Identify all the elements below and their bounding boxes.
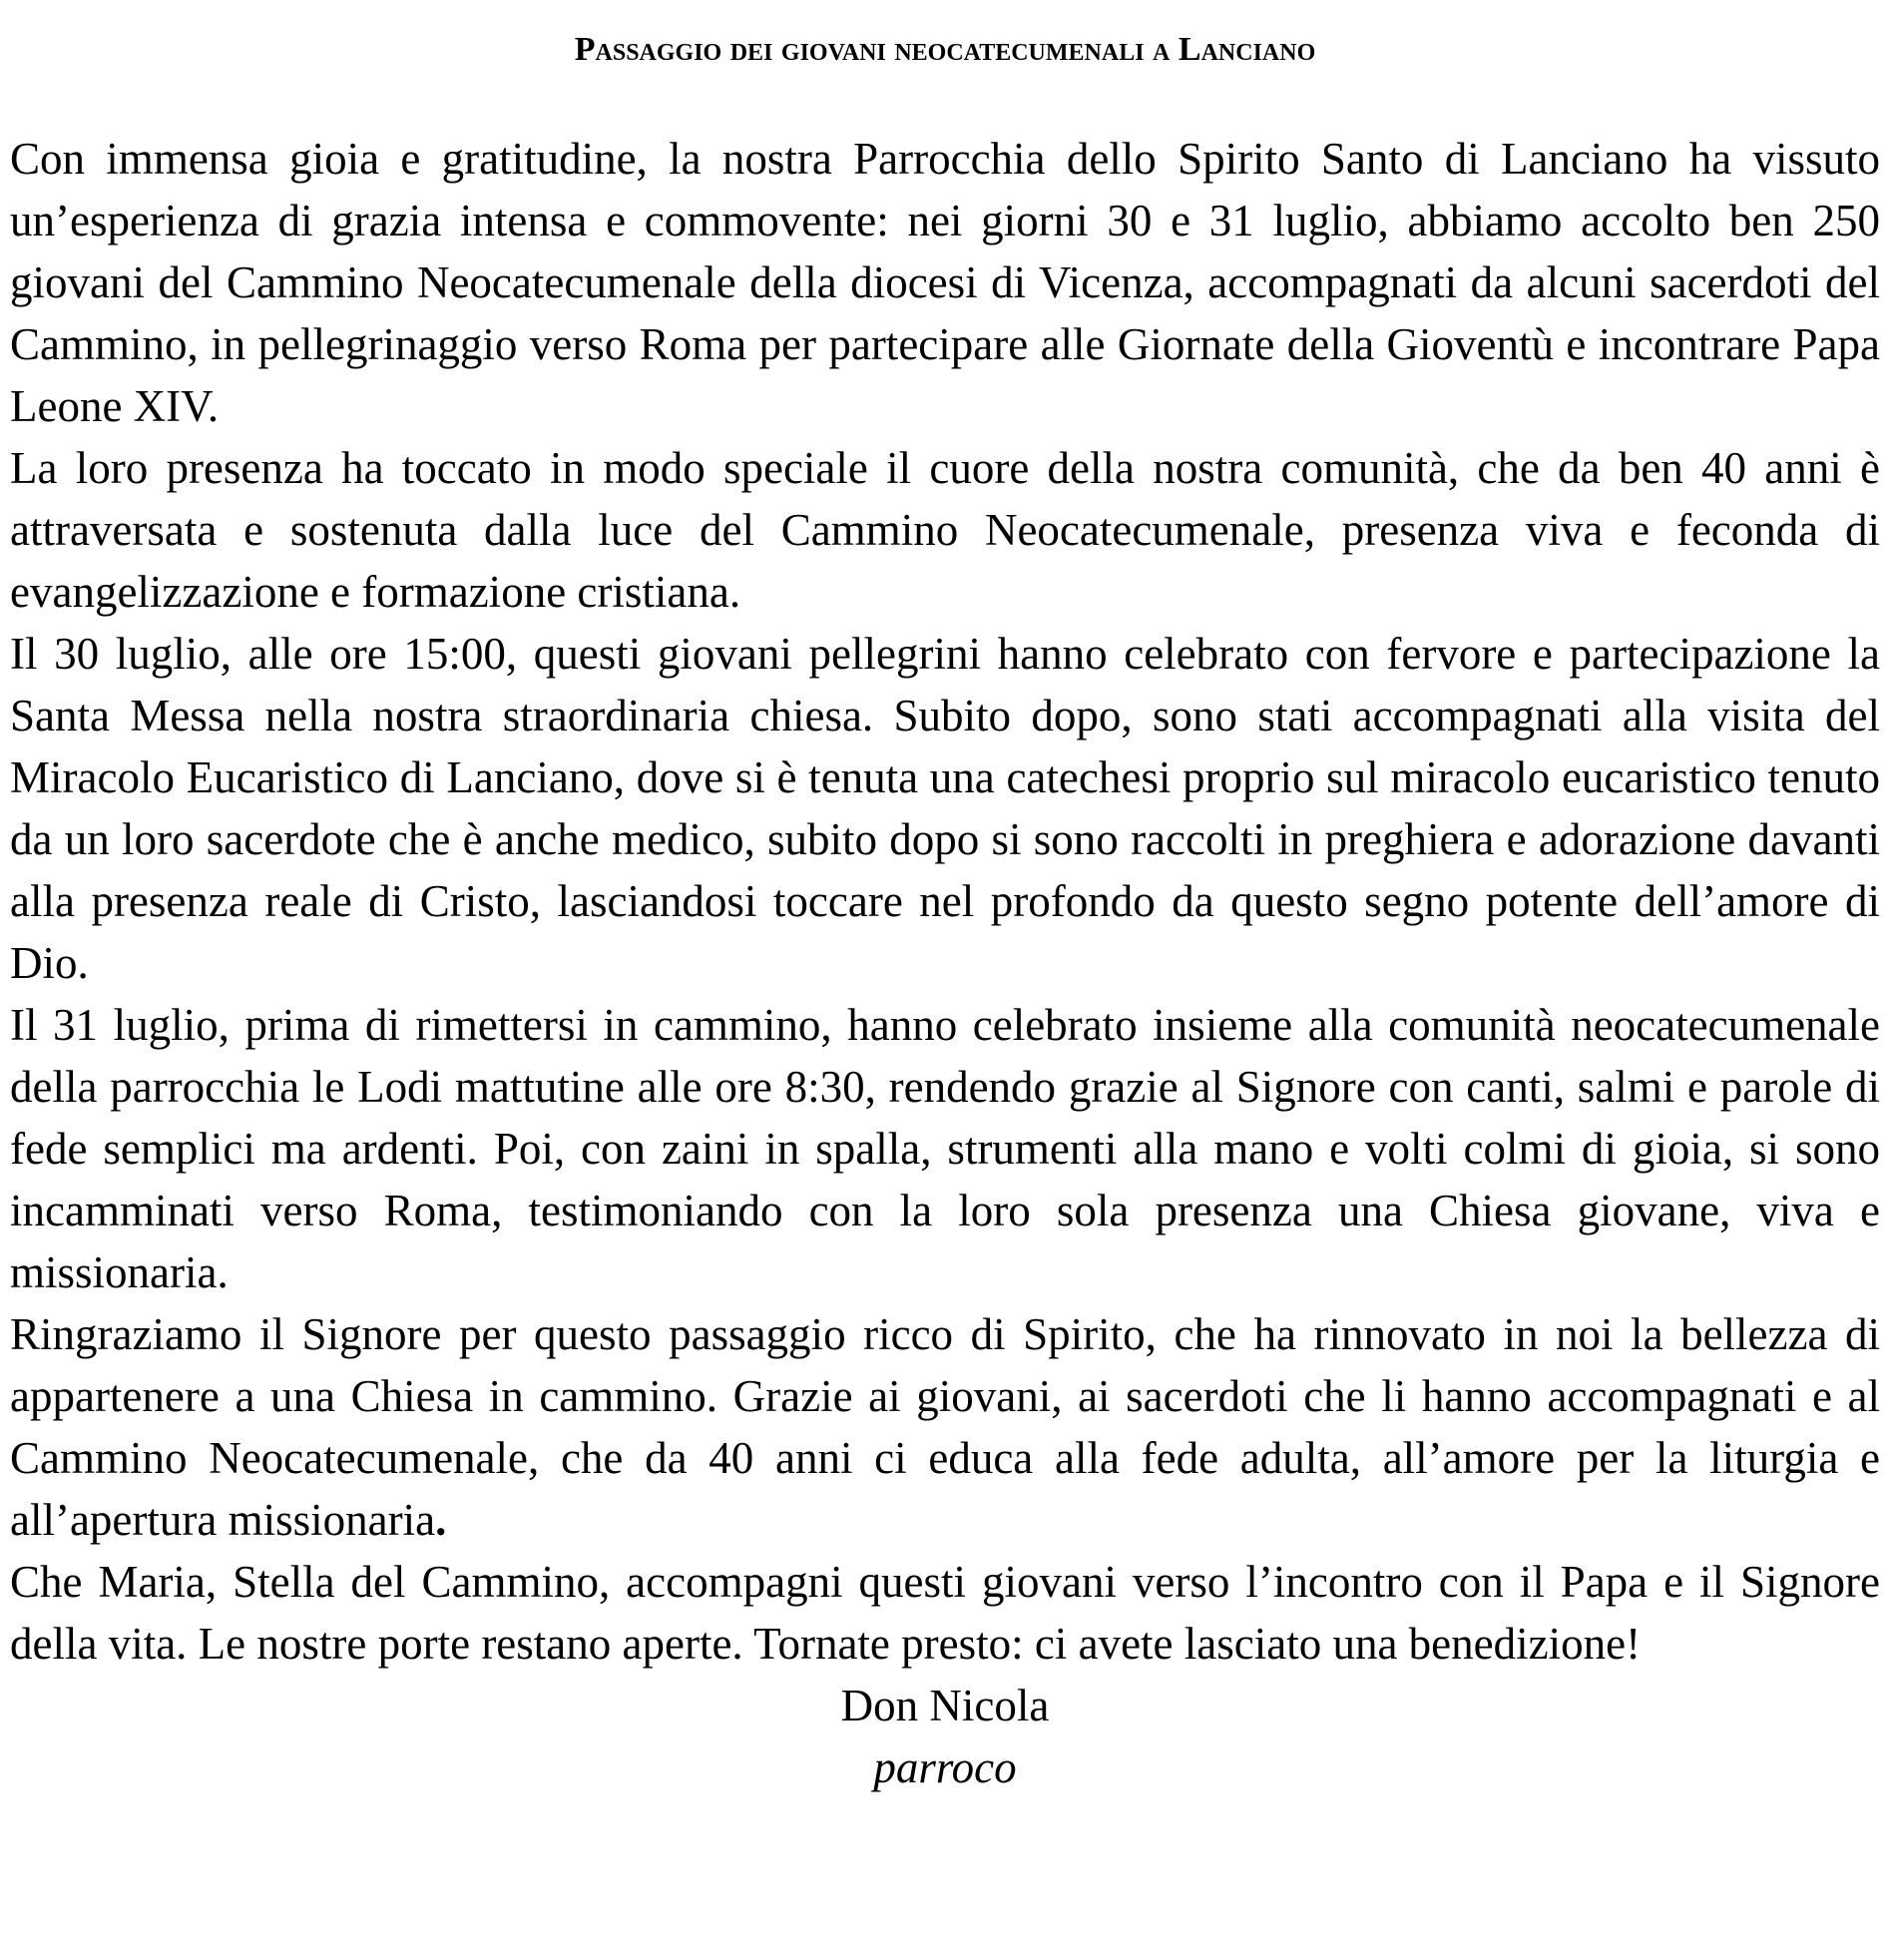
paragraph-2: La loro presenza ha toccato in modo speciale il cuore della nostra comunità, che da ben 40 anni è attraversata e sostenuta dalla luce del Cammino Neocatecumenale, presenza viva e feconda di evangelizzazione e formazione cristiana. xyxy=(10,443,1880,617)
paragraph-5-period: . xyxy=(435,1495,447,1545)
paragraph-5-text: Ringraziamo il Signore per questo passaggio ricco di Spirito, che ha rinnovato in noi la bellezza di appartenere a una Chiesa in cammino. Grazie ai giovani, ai sacerdoti che li hanno accompagnati e al Cammino Neocatecumenale, che da 40 anni ci educa alla fede adulta, all’amore per la liturgia e all’apertura missionaria xyxy=(10,1309,1880,1545)
paragraph-3: Il 30 luglio, alle ore 15:00, questi giovani pellegrini hanno celebrato con fervore e partecipazione la Santa Messa nella nostra straordinaria chiesa. Subito dopo, sono stati accompagnati alla visita del Miracolo Eucaristico di Lanciano, dove si è tenuta una catechesi proprio sul miracolo eucaristico tenuto da un loro sacerdote che è anche medico, subito dopo si sono raccolti in preghiera e adorazione davanti alla presenza reale di Cristo, lasciandosi toccare nel profondo da questo segno potente dell’amore di Dio. xyxy=(10,629,1880,988)
signature-role: parroco xyxy=(873,1742,1017,1792)
paragraph-5 xyxy=(10,1303,1880,1551)
signature-name: Don Nicola xyxy=(840,1681,1050,1730)
document-body xyxy=(10,128,1880,1675)
paragraph-4: Il 31 luglio, prima di rimettersi in cammino, hanno celebrato insieme alla comunità neocatecumenale della parrocchia le Lodi mattutine alle ore 8:30, rendendo grazie al Signore con canti, salmi e parole di fede semplici ma ardenti. Poi, con zaini in spalla, strumenti alla mano e volti colmi di gioia, si sono incamminati verso Roma, testimoniando con la loro sola presenza una Chiesa giovane, viva e missionaria. xyxy=(10,1000,1880,1297)
document-page xyxy=(10,0,1880,1798)
paragraph-6: Che Maria, Stella del Cammino, accompagni questi giovani verso l’incontro con il Papa e il Signore della vita. Le nostre porte restano aperte. Tornate presto: ci avete lasciato una benedizione! xyxy=(10,1557,1880,1669)
signature-block xyxy=(10,1675,1880,1798)
document-title: Passaggio dei giovani neocatecumenali a Lanciano xyxy=(574,31,1316,68)
paragraph-1: Con immensa gioia e gratitudine, la nostra Parrocchia dello Spirito Santo di Lanciano ha vissuto un’esperienza di grazia intensa e commovente: nei giorni 30 e 31 luglio, abbiamo accolto ben 250 giovani del Cammino Neocatecumenale della diocesi di Vicenza, accompagnati da alcuni sacerdoti del Cammino, in pellegrinaggio verso Roma per partecipare alle Giornate della Gioventù e incontrare Papa Leone XIV. xyxy=(10,134,1880,431)
